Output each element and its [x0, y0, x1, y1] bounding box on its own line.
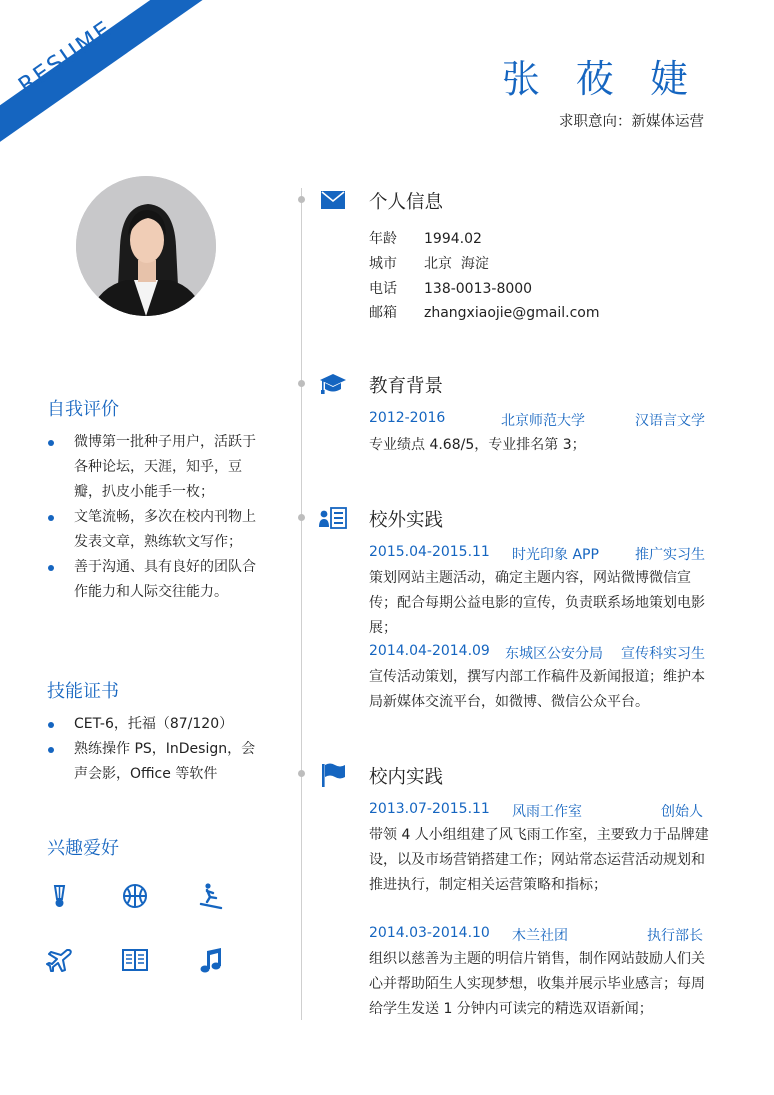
info-key: 年龄	[369, 231, 397, 247]
list-item: 善于沟通、具有良好的团队合作能力和人际交往能力。	[47, 555, 267, 605]
timeline-dot	[298, 770, 305, 777]
entry-role: 宣传科实习生	[621, 646, 705, 662]
entry-period: 2015.04-2015.11	[369, 544, 490, 560]
info-value: 138-0013-8000	[424, 281, 533, 297]
edu-school: 北京师范大学	[501, 413, 585, 429]
entry-desc: 带领 4 人小组组建了风飞雨工作室，主要致力于品牌建设，以及市场营销搭建工作；网站常态运营活动规划和推进执行，制定相关运营策略和指标；	[369, 827, 709, 893]
badminton-icon	[45, 881, 75, 911]
skiing-icon	[196, 881, 226, 911]
info-key: 邮箱	[369, 305, 397, 321]
list-item: 微博第一批种子用户，活跃于各种论坛，天涯，知乎，豆瓣，扒皮小能手一枚；	[47, 430, 267, 505]
list-item: 文笔流畅，多次在校内刊物上发表文章，熟练软文写作；	[47, 505, 267, 555]
entry-role: 推广实习生	[635, 547, 705, 563]
external-entry-head	[369, 643, 705, 665]
info-row-email	[369, 302, 600, 322]
self-eval-list	[47, 430, 267, 605]
internal-title: 校内实践	[369, 767, 444, 788]
airplane-icon	[45, 945, 75, 975]
info-row-phone	[369, 278, 532, 298]
entry-org: 东城区公安分局	[505, 646, 603, 662]
entry-role: 执行部长	[647, 928, 703, 944]
hobbies-title: 兴趣爱好	[47, 838, 119, 859]
envelope-icon	[319, 187, 347, 213]
entry-role: 创始人	[661, 804, 703, 820]
skills-title: 技能证书	[47, 681, 119, 702]
profile-list-icon	[319, 505, 347, 531]
email-link[interactable]: zhangxiaojie@gmail.com	[424, 305, 600, 321]
timeline-dot	[298, 196, 305, 203]
avatar	[76, 176, 216, 316]
info-key: 城市	[369, 256, 397, 272]
personal-info-title: 个人信息	[369, 192, 444, 213]
flag-icon	[319, 762, 347, 788]
entry-org: 风雨工作室	[512, 804, 582, 820]
entry-period: 2014.03-2014.10	[369, 925, 490, 941]
list-item: CET-6，托福（87/120）	[47, 712, 267, 737]
edu-major: 汉语言文学	[635, 413, 705, 429]
external-entry-head	[369, 544, 705, 566]
timeline-line	[301, 188, 302, 1020]
edu-detail: 专业绩点 4.68/5，专业排名第 3；	[369, 437, 586, 453]
internal-entry-head	[369, 801, 705, 823]
internal-entry-head	[369, 925, 705, 947]
entry-desc: 策划网站主题活动，确定主题内容，网站微博微信宣传；配合每期公益电影的宣传，负责联系场地策划电影展；	[369, 570, 705, 636]
external-title: 校外实践	[369, 510, 444, 531]
candidate-name: 张 莜 婕	[501, 57, 700, 101]
book-icon	[120, 945, 150, 975]
basketball-icon	[120, 881, 150, 911]
info-key: 电话	[369, 281, 397, 297]
info-row-age	[369, 228, 482, 248]
ribbon-text: RESUME	[14, 15, 118, 100]
info-value: 1994.02	[424, 231, 482, 247]
entry-org: 时光印象 APP	[512, 547, 599, 563]
entry-period: 2014.04-2014.09	[369, 643, 490, 659]
music-note-icon	[196, 945, 226, 975]
edu-period: 2012-2016	[369, 410, 446, 426]
education-title: 教育背景	[369, 376, 444, 397]
entry-desc: 宣传活动策划，撰写内部工作稿件及新闻报道；维护本局新媒体交流平台，如微博、微信公众平台。	[369, 669, 705, 710]
job-intent	[559, 110, 704, 131]
info-row-city	[369, 253, 489, 273]
skills-list	[47, 712, 267, 787]
job-intent-label: 求职意向：	[559, 114, 632, 130]
portrait-photo	[76, 176, 216, 316]
entry-org: 木兰社团	[512, 928, 568, 944]
graduation-cap-icon	[319, 371, 347, 397]
timeline-dot	[298, 514, 305, 521]
entry-desc: 组织以慈善为主题的明信片销售，制作网站鼓励人们关心并帮助陌生人实现梦想，收集并展示毕业感言；每周给学生发送 1 分钟内可读完的精选双语新闻；	[369, 951, 705, 1017]
timeline-dot	[298, 380, 305, 387]
job-intent-value: 新媒体运营	[631, 114, 704, 130]
education-head	[369, 410, 705, 432]
info-value: 北京 海淀	[424, 256, 489, 272]
self-eval-title: 自我评价	[47, 399, 119, 420]
entry-period: 2013.07-2015.11	[369, 801, 490, 817]
list-item: 熟练操作 PS，InDesign，会声会影，Office 等软件	[47, 737, 267, 787]
